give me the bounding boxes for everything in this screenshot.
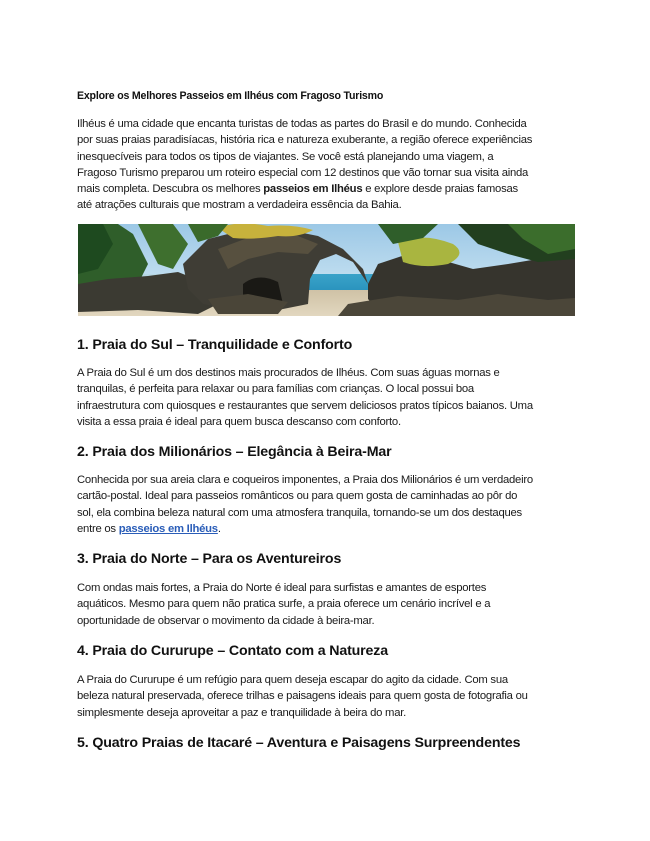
paragraph-line: beleza natural preservada, oferece trilhas e paisagens ideais para quem gosta de fotografia ou [77, 690, 528, 703]
section-heading-praia-do-cururupe: 4. Praia do Cururupe – Contato com a Natureza [77, 643, 388, 659]
paragraph-line: tranquilas, é perfeita para relaxar ou para famílias com crianças. O local possui boa [77, 383, 474, 396]
paragraph-line: aquáticos. Mesmo para quem não pratica surfe, a praia oferece um cenário incrível e a [77, 598, 491, 611]
intro-line: até atrações culturais que mostram a verdadeira essência da Bahia. [77, 199, 402, 212]
intro-paragraph [77, 116, 577, 214]
paragraph-line: Conhecida por sua areia clara e coqueiros imponentes, a Praia dos Milionários é um verdadeiro [77, 474, 533, 486]
section-paragraph-praia-do-norte [77, 580, 577, 629]
paragraph-text: entre os [77, 522, 119, 535]
paragraph-line: infraestrutura com quiosques e restaurantes que servem deliciosos pratos típicos baianos. Uma [77, 399, 533, 412]
document-title: Explore os Melhores Passeios em Ilhéus com Fragoso Turismo [77, 90, 384, 102]
paragraph-line: cartão-postal. Ideal para passeios românticos ou para quem gosta de caminhadas ao pôr do [77, 490, 518, 503]
section-paragraph-praia-do-sul [77, 365, 577, 430]
paragraph-line [77, 521, 577, 537]
intro-line [77, 181, 577, 197]
section-heading-praia-do-norte: 3. Praia do Norte – Para os Aventureiros [77, 551, 342, 567]
paragraph-line: sol, ela combina beleza natural com uma atmosfera tranquila, tornando-se um dos destaques [77, 506, 522, 519]
intro-text: mais completa. Descubra os melhores [77, 183, 264, 196]
section-paragraph-praia-dos-milionarios [77, 472, 577, 537]
intro-line: Ilhéus é uma cidade que encanta turistas de todas as partes do Brasil e do mundo. Conhecida [77, 118, 527, 130]
intro-line: por suas praias paradisíacas, história rica e natureza exuberante, a região oferece experiências [77, 134, 533, 147]
section-heading-praia-dos-milionarios: 2. Praia dos Milionários – Elegância à Beira-Mar [77, 444, 392, 460]
section-paragraph-praia-do-cururupe [77, 672, 577, 721]
passeios-em-ilheus-link[interactable]: passeios em Ilhéus [118, 522, 218, 535]
intro-bold-keyword: passeios em Ilhéus [263, 183, 363, 196]
intro-line: inesquecíveis para todos os tipos de viajantes. Se você está planejando uma viagem, a [77, 150, 494, 163]
paragraph-text: . [217, 522, 221, 535]
hero-image [78, 224, 575, 316]
intro-line: Fragoso Turismo preparou um roteiro especial com 12 destinos que vão tornar sua visita ainda [77, 166, 529, 179]
section-heading-praia-do-sul: 1. Praia do Sul – Tranquilidade e Conforto [77, 337, 353, 353]
paragraph-line: A Praia do Sul é um dos destinos mais procurados de Ilhéus. Com suas águas mornas e [77, 367, 500, 379]
paragraph-line: A Praia do Cururupe é um refúgio para quem deseja escapar do agito da cidade. Com sua [77, 674, 508, 686]
section-heading-quatro-praias-itacare: 5. Quatro Praias de Itacaré – Aventura e Paisagens Surpreendentes [77, 735, 521, 751]
paragraph-line: Com ondas mais fortes, a Praia do Norte é ideal para surfistas e amantes de esportes [77, 582, 487, 594]
paragraph-line: visita a essa praia é ideal para quem busca descanso com conforto. [77, 415, 401, 428]
intro-text: e explore desde praias famosas [362, 183, 518, 196]
paragraph-line: simplesmente deseja aproveitar a paz e tranquilidade à beira do mar. [77, 706, 407, 719]
paragraph-line: oportunidade de observar o movimento da cidade à beira-mar. [77, 614, 375, 627]
